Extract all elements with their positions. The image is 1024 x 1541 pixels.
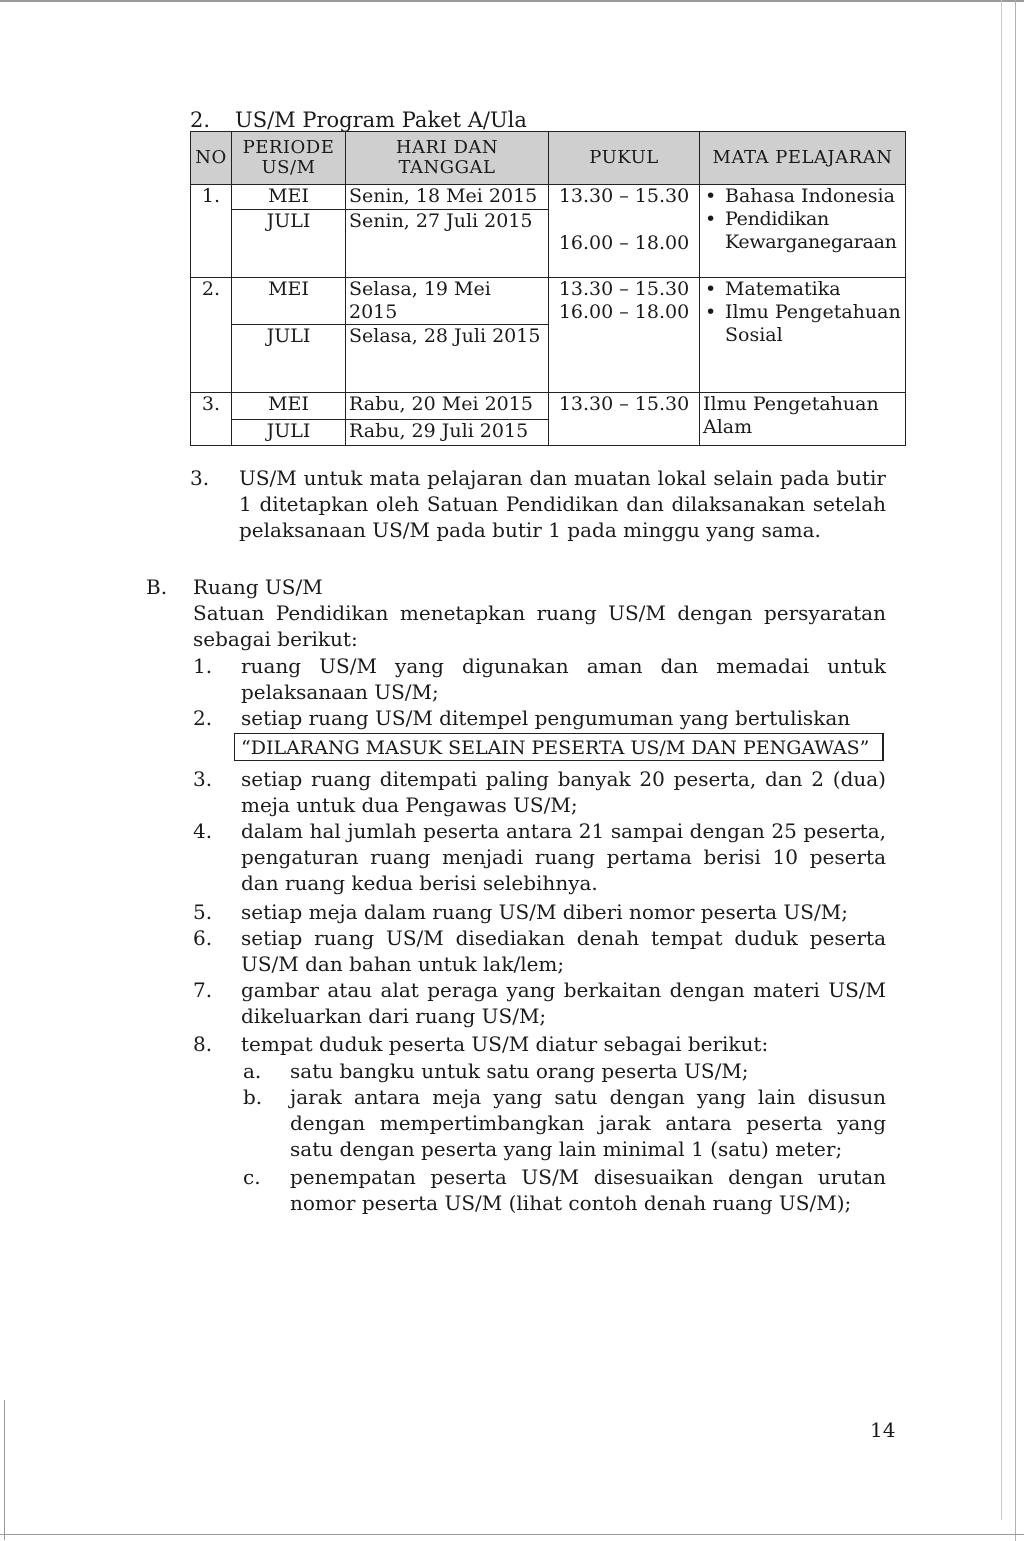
sub-item-letter: b. (243, 1085, 263, 1109)
scan-edge-right-outer (1015, 0, 1016, 1541)
list-item: tempat duduk peserta US/M diatur sebagai berikut: (241, 1032, 769, 1056)
list-item-number: 3. (193, 767, 213, 791)
scan-edge-right (1001, 0, 1002, 1520)
section-b-letter: B. (146, 575, 168, 599)
row-time: 13.30 – 15.30 (549, 393, 700, 446)
list-item-number: 6. (193, 926, 213, 950)
list-item: setiap ruang US/M ditempel pengumuman yang bertuliskan (241, 706, 851, 730)
sub-item: satu bangku untuk satu orang peserta US/M; (290, 1059, 749, 1083)
header-pukul: PUKUL (549, 132, 700, 185)
header-mata-pelajaran: MATA PELAJARAN (700, 132, 906, 185)
table-header-row (191, 132, 906, 185)
sub-item: jarak antara meja yang satu dengan yang lain disusun dengan mempertimbangkan jarak antara peserta yang satu dengan peserta yang lain minimal 1 (satu) meter; (290, 1085, 886, 1161)
sub-item-letter: c. (243, 1165, 261, 1189)
row-subjects (700, 185, 906, 278)
subject-item: • Bahasa Indonesia (703, 185, 902, 208)
row-time: 16.00 – 18.00 (558, 232, 690, 254)
scan-edge-left (4, 1400, 5, 1540)
list-item: setiap meja dalam ruang US/M diberi nomor peserta US/M; (241, 900, 848, 924)
item-3-text: US/M untuk mata pelajaran dan muatan lokal selain pada butir 1 ditetapkan oleh Satuan Pendidikan dan dilaksanakan setelah pelaksanaan US/M pada butir 1 pada minggu yang sama. (239, 466, 886, 542)
row-period: MEI (232, 278, 346, 325)
header-hari-tanggal: HARI DAN TANGGAL (346, 132, 549, 185)
table-row (191, 393, 906, 420)
header-periode: PERIODE US/M (232, 132, 346, 185)
row-no: 1. (191, 185, 232, 278)
scan-edge-top (0, 0, 1024, 2)
schedule-table (190, 131, 906, 446)
sub-item: penempatan peserta US/M disesuaikan dengan urutan nomor peserta US/M (lihat contoh denah ruang US/M); (290, 1165, 886, 1215)
row-no: 3. (191, 393, 232, 446)
row-subject: Ilmu Pengetahuan Alam (700, 393, 906, 446)
subject-item: • Pendidikan Kewarganegaraan (703, 208, 902, 254)
list-item: setiap ruang US/M disediakan denah tempat duduk peserta US/M dan bahan untuk lak/lem; (241, 926, 886, 976)
item-3-number: 3. (190, 466, 210, 490)
section-2-number: 2. (190, 108, 211, 132)
row-no: 2. (191, 278, 232, 393)
row-time: 13.30 – 15.30 (558, 278, 690, 300)
list-item-number: 2. (193, 706, 213, 730)
row-times (549, 278, 700, 393)
row-date: Senin, 18 Mei 2015 (346, 185, 549, 210)
subject-item: • Matematika (703, 278, 902, 301)
row-period: JULI (232, 210, 346, 278)
list-item: gambar atau alat peraga yang berkaitan dengan materi US/M dikeluarkan dari ruang US/M; (241, 978, 886, 1028)
row-times (549, 185, 700, 278)
list-item-number: 1. (193, 654, 213, 678)
table-row (191, 185, 906, 210)
row-period: JULI (232, 420, 346, 446)
sub-item-letter: a. (243, 1059, 262, 1083)
row-date: Selasa, 28 Juli 2015 (346, 325, 549, 393)
section-b-title: Ruang US/M (193, 575, 323, 599)
scan-edge-bottom (0, 1534, 1024, 1535)
page-number: 14 (870, 1418, 896, 1442)
row-subjects (700, 278, 906, 393)
row-time: 13.30 – 15.30 (558, 185, 690, 207)
list-item-number: 4. (193, 819, 213, 843)
header-no: NO (191, 132, 232, 185)
section-b-intro: Satuan Pendidikan menetapkan ruang US/M dengan persyaratan sebagai berikut: (193, 601, 886, 651)
row-date: Selasa, 19 Mei 2015 (346, 278, 549, 325)
list-item: dalam hal jumlah peserta antara 21 sampai dengan 25 peserta, pengaturan ruang menjadi ruang pertama berisi 10 peserta dan ruang kedua berisi selebihnya. (241, 819, 886, 895)
list-item-number: 7. (193, 978, 213, 1002)
list-item-number: 8. (193, 1032, 213, 1056)
notice-box: “DILARANG MASUK SELAIN PESERTA US/M DAN PENGAWAS” (234, 733, 884, 761)
list-item-number: 5. (193, 900, 213, 924)
subject-item: • Ilmu Pengetahuan Sosial (703, 301, 902, 347)
list-item: ruang US/M yang digunakan aman dan memadai untuk pelaksanaan US/M; (241, 654, 886, 704)
list-item: setiap ruang ditempati paling banyak 20 peserta, dan 2 (dua) meja untuk dua Pengawas US/M; (241, 767, 886, 817)
section-2-heading (190, 108, 527, 132)
section-2-title: US/M Program Paket A/Ula (235, 108, 527, 132)
row-time: 16.00 – 18.00 (558, 301, 690, 323)
row-date: Rabu, 20 Mei 2015 (346, 393, 549, 420)
row-period: JULI (232, 325, 346, 393)
row-date: Senin, 27 Juli 2015 (346, 210, 549, 278)
row-date: Rabu, 29 Juli 2015 (346, 420, 549, 446)
row-period: MEI (232, 393, 346, 420)
row-period: MEI (232, 185, 346, 210)
table-row (191, 278, 906, 325)
